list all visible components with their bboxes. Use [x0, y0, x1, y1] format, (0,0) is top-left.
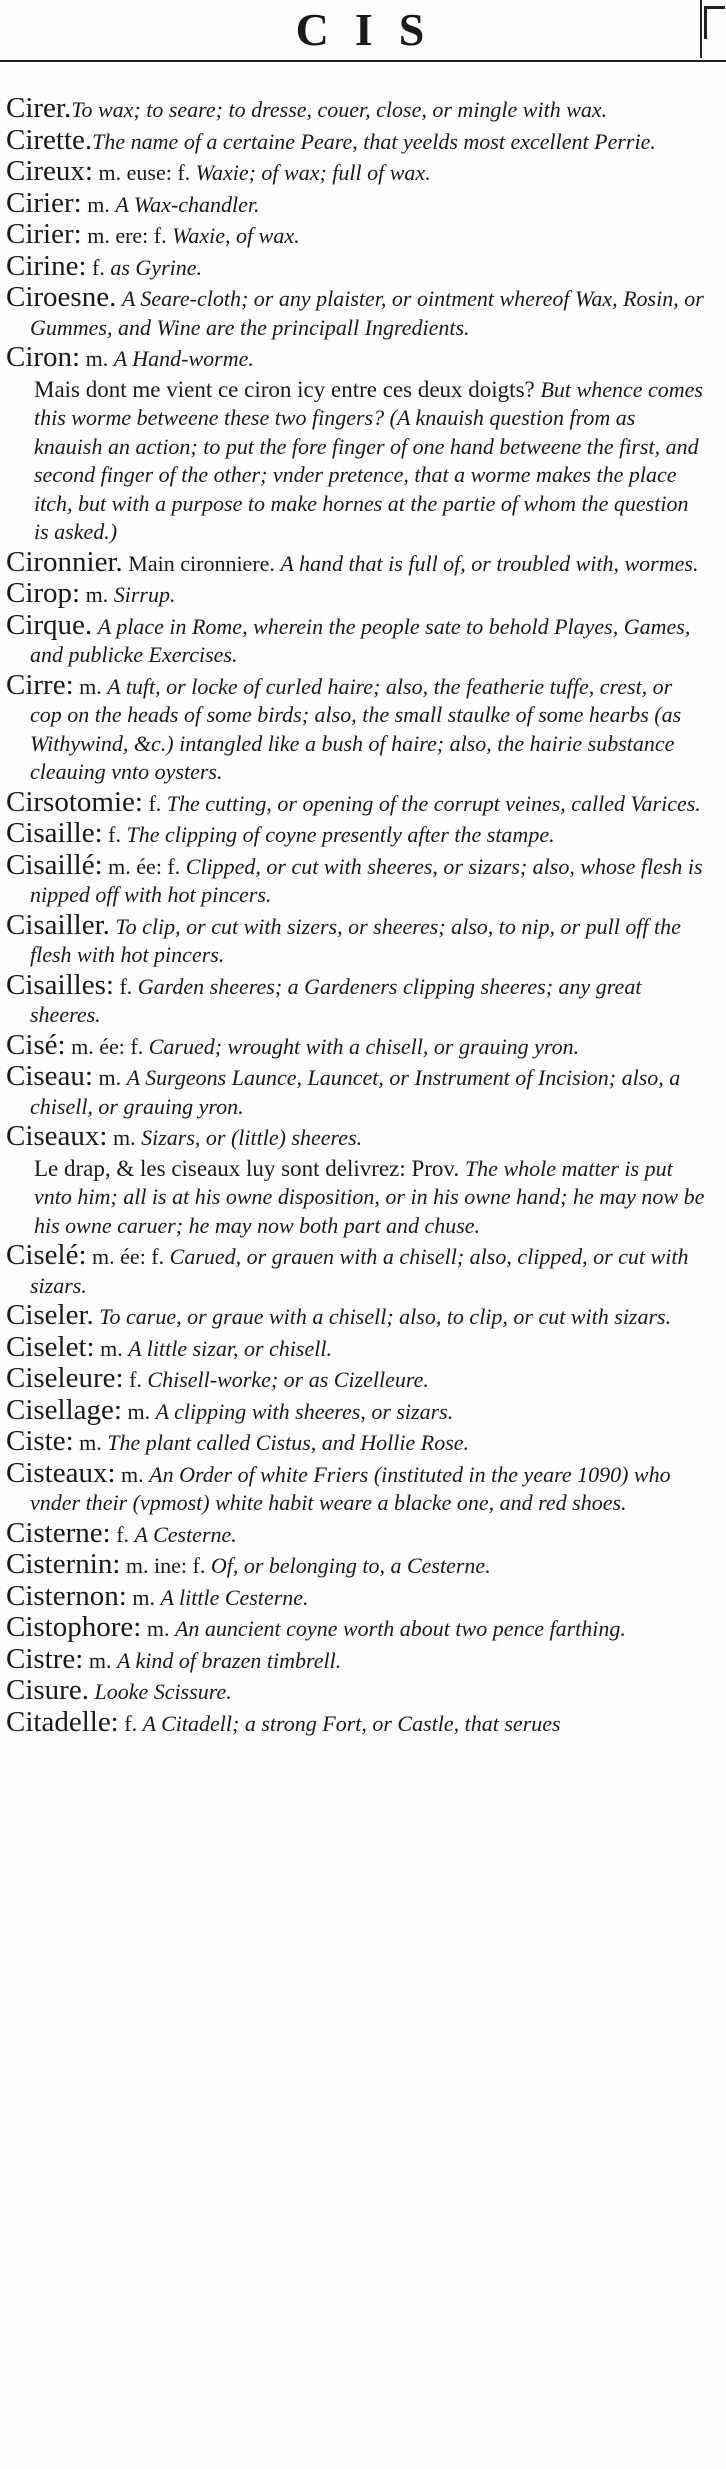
entry-cirier-noun	[6, 186, 706, 221]
entry-cisaille-adj	[6, 848, 706, 911]
headword: Cistophore:	[6, 1611, 142, 1643]
definition: The name of a certaine Peare, that yeelds most excellent Perrie.	[92, 128, 656, 154]
headword: Cirre:	[6, 668, 74, 701]
headword: Cisterne:	[6, 1516, 111, 1549]
definition: An Order of white Friers (instituted in the yeare 1090) who vnder their (vpmost) white habit weare a blacke one, and red shoes.	[30, 1461, 671, 1515]
grammar: f.	[86, 254, 111, 280]
headword: Ciselé:	[6, 1239, 87, 1271]
headword: Cironnier.	[6, 545, 123, 578]
grammar: m. ere: f.	[81, 223, 173, 248]
headword: Cirette.	[6, 123, 93, 156]
entry-cirier-adj	[6, 218, 706, 252]
entry-cistophore	[6, 1611, 706, 1645]
headword: Ciseau:	[6, 1060, 93, 1092]
entry-cistre	[6, 1642, 706, 1677]
entry-cironnier	[6, 545, 706, 580]
entry-cirop	[6, 577, 706, 611]
headword: Cisternin:	[6, 1548, 121, 1580]
definition: Of, or belonging to, a Cesterne.	[210, 1553, 491, 1578]
header-rule	[0, 60, 726, 62]
definition: A place in Rome, wherein the people sate to behold Playes, Games, and publicke Exercises.	[30, 613, 691, 667]
entry-cirre	[6, 668, 706, 788]
example-french: Mais dont me vient ce ciron icy entre ces deux doigts?	[34, 376, 541, 402]
entry-ciseau	[6, 1060, 706, 1122]
definition: The plant called Cistus, and Hollie Rose.	[107, 1430, 470, 1455]
entry-cisterne	[6, 1516, 706, 1551]
definition: Garden sheeres; a Gardeners clipping sheeres; any great sheeres.	[30, 973, 642, 1027]
headword: Ciste:	[6, 1425, 74, 1457]
grammar: m.	[141, 1616, 175, 1641]
definition: To clip, or cut with sizers, or sheeres; also, to nip, or pull off the flesh with hot pincers.	[30, 913, 681, 967]
definition: as Gyrine.	[110, 254, 203, 280]
grammar: m.	[73, 673, 108, 699]
entry-cireux	[6, 155, 706, 189]
grammar: m.	[93, 1065, 127, 1090]
grammar: f.	[113, 973, 138, 999]
grammar: m. ine: f.	[120, 1553, 211, 1578]
entry-cisailles	[6, 968, 706, 1031]
definition: Looke Scissure.	[94, 1679, 232, 1704]
grammar: m.	[94, 1335, 129, 1361]
headword: Cirine:	[6, 249, 87, 282]
grammar: f.	[118, 1710, 143, 1736]
definition: A Hand-worme.	[113, 346, 254, 371]
entry-ciste	[6, 1425, 706, 1459]
headword: Citadelle:	[6, 1705, 119, 1738]
headword: Cirer.	[6, 92, 72, 124]
definition: To wax; to seare; to dresse, couer, close, or mingle with wax.	[71, 97, 608, 122]
definition: Sirrup.	[113, 582, 176, 607]
entry-cisure	[6, 1674, 706, 1708]
grammar: m.	[73, 1430, 108, 1455]
headword: Cisailles:	[6, 968, 114, 1001]
headword: Ciseler.	[6, 1299, 94, 1331]
entry-cise	[6, 1028, 706, 1063]
headword: Ciseaux:	[6, 1120, 108, 1152]
headword: Cisure.	[6, 1674, 89, 1706]
headword: Ciselet:	[6, 1330, 95, 1363]
grammar: m.	[81, 191, 116, 217]
definition: Carued; wrought with a chisell, or grauing yron.	[148, 1033, 580, 1059]
definition: A Seare-cloth; or any plaister, or ointment whereof Wax, Rosin, or Gummes, and Wine are the principall Ingredients.	[30, 286, 704, 340]
entry-ciseaux	[6, 1120, 706, 1154]
definition: An auncient coyne worth about two pence farthing.	[174, 1616, 626, 1641]
example-translation: But whence comes this worme betweene these two fingers? (A knauish question from as knauish an action; to put the fore finger of one hand betweene the first, and second finger of the other; vnder pretence, that a worme makes the place itch, but with a purpose to make hornes at the partie of whom the question is asked.)	[34, 376, 703, 544]
headword: Cirque.	[6, 608, 93, 641]
grammar: m.	[115, 1461, 150, 1487]
grammar: m.	[83, 1647, 117, 1673]
definition: A Surgeons Launce, Launcet, or Instrument of Incision; also, a chisell, or grauing yron.	[30, 1065, 681, 1119]
definition: A Wax-chandler.	[115, 191, 260, 217]
entry-cirette	[6, 123, 706, 158]
headword: Cisaillé:	[6, 848, 103, 881]
headword: Cisaille:	[6, 817, 103, 849]
headword: Cisellage:	[6, 1393, 122, 1426]
entry-cisteaux	[6, 1456, 706, 1519]
headword: Ciseleure:	[6, 1362, 124, 1394]
headword: Ciron:	[6, 341, 81, 373]
grammar: f.	[123, 1367, 148, 1392]
definition: Waxie, of wax.	[172, 223, 300, 248]
entry-cirque	[6, 608, 706, 671]
example-ciron	[6, 377, 706, 548]
definition: Sizars, or (little) sheeres.	[141, 1125, 363, 1150]
grammar: m.	[80, 346, 114, 371]
headword: Cistre:	[6, 1642, 84, 1675]
headword: Ciroesne.	[6, 281, 117, 313]
entry-cisailler	[6, 908, 706, 971]
entry-cisele	[6, 1239, 706, 1301]
headword: Cisailler.	[6, 908, 110, 941]
definition: Waxie; of wax; full of wax.	[195, 160, 431, 185]
header-vertical-rule	[700, 0, 702, 58]
entry-ciseleure	[6, 1362, 706, 1396]
entry-ciseler	[6, 1299, 706, 1333]
example-translation: The whole matter is put vnto him; all is at his owne disposition, or in his owne hand; he may now be his owne caruer; he may now both part and chuse.	[34, 1155, 705, 1238]
definition: A kind of brazen timbrell.	[116, 1647, 342, 1673]
dictionary-entries	[6, 92, 706, 1741]
grammar: m.	[121, 1398, 156, 1424]
grammar: m.	[107, 1125, 142, 1150]
entry-ciron	[6, 341, 706, 375]
grammar: f.	[142, 790, 167, 816]
headword: Cisternon:	[6, 1579, 127, 1612]
grammar: Main cironniere.	[122, 550, 281, 576]
example-ciseaux	[6, 1156, 706, 1242]
definition: The clipping of coyne presently after the stampe.	[126, 822, 555, 847]
entry-cirer	[6, 92, 706, 126]
grammar: m.	[80, 582, 114, 607]
entry-cisellage	[6, 1393, 706, 1428]
definition: A hand that is full of, or troubled with, wormes.	[280, 550, 699, 576]
headword: Cisé:	[6, 1028, 66, 1061]
entry-cisternin	[6, 1548, 706, 1582]
definition: A Citadell; a strong Fort, or Castle, that serues	[142, 1710, 561, 1736]
definition: A little Cesterne.	[160, 1584, 309, 1610]
grammar: m. ée: f.	[65, 1033, 149, 1059]
page-header	[0, 0, 726, 62]
definition: The cutting, or opening of the corrupt veines, called Varices.	[166, 790, 701, 816]
entry-citadelle	[6, 1705, 706, 1740]
definition: To carue, or graue with a chisell; also, to clip, or cut with sizars.	[99, 1304, 672, 1329]
headword: Cirier:	[6, 218, 82, 250]
example-french: Le drap, & les ciseaux luy sont delivrez: Prov.	[34, 1155, 465, 1181]
definition: A tuft, or locke of curled haire; also, the featherie tuffe, crest, or cop on the heads of some birds; also, the small staulke of some hearbs (as Withywind, &c.) intangled like a bush of haire; also, the hairie substance cleauing vnto oysters.	[30, 673, 682, 784]
grammar: m. ée: f.	[86, 1244, 170, 1269]
headword: Cisteaux:	[6, 1456, 116, 1489]
headword: Cirop:	[6, 577, 81, 609]
headword: Cirier:	[6, 186, 82, 219]
entry-cirsotomie	[6, 785, 706, 820]
entry-ciselet	[6, 1330, 706, 1365]
headword: Cireux:	[6, 155, 93, 187]
running-head: CIS	[295, 4, 451, 55]
grammar: f.	[110, 1521, 135, 1547]
entry-ciroesne	[6, 281, 706, 343]
grammar: f.	[102, 822, 127, 847]
entry-cisaille	[6, 817, 706, 851]
grammar: m. ée: f.	[102, 853, 186, 879]
definition: A Cesterne.	[134, 1521, 237, 1547]
definition: Carued, or grauen with a chisell; also, clipped, or cut with sizars.	[30, 1244, 689, 1298]
definition: Chisell-worke; or as Cizelleure.	[147, 1367, 429, 1392]
grammar: m. euse: f.	[93, 160, 196, 185]
entry-cisternon	[6, 1579, 706, 1614]
headword: Cirsotomie:	[6, 785, 143, 818]
definition: A little sizar, or chisell.	[128, 1335, 332, 1361]
definition: A clipping with sheeres, or sizars.	[155, 1398, 454, 1424]
grammar: m.	[126, 1584, 161, 1610]
header-corner-mark	[704, 6, 725, 39]
entry-cirine	[6, 249, 706, 284]
definition: Clipped, or cut with sheeres, or sizars; also, whose flesh is nipped off with hot pincers.	[30, 853, 703, 907]
